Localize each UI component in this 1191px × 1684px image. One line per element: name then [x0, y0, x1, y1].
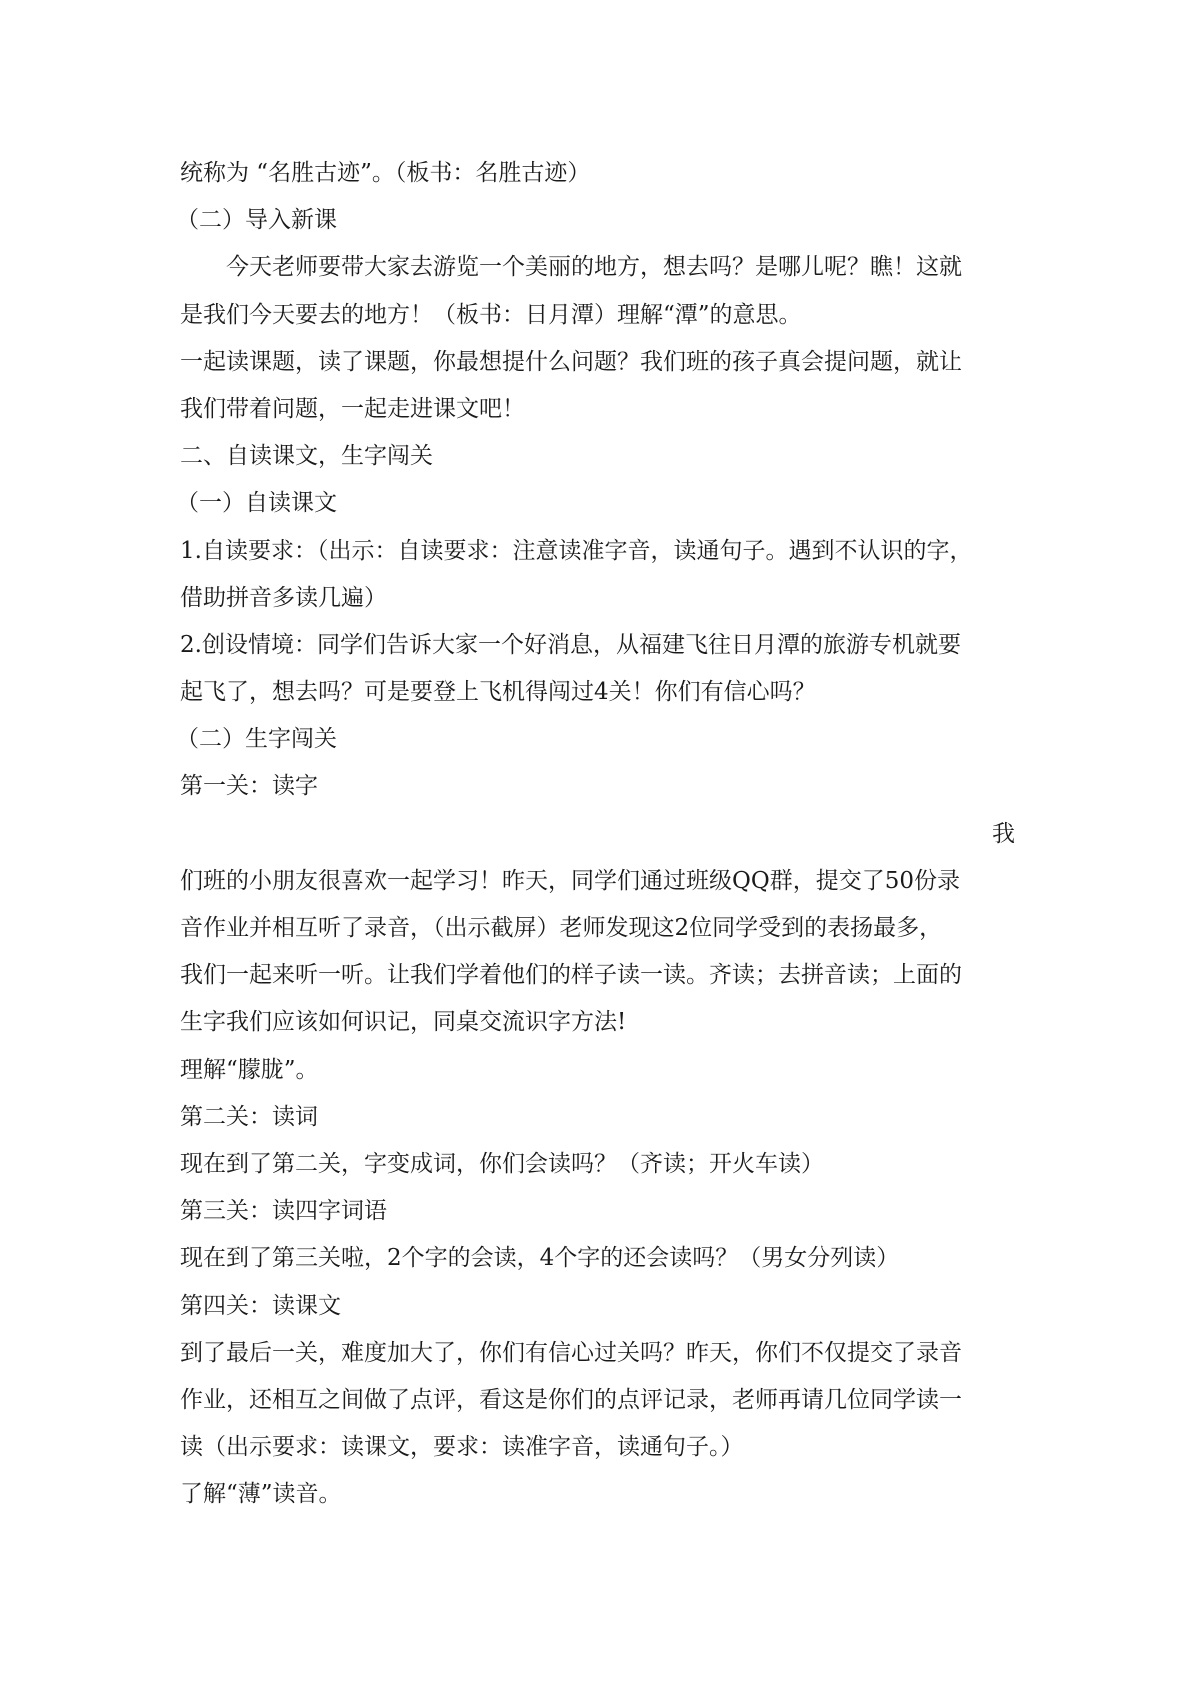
section-heading: 二、自读课文，生字闯关: [180, 443, 433, 470]
paragraph-line: 2.创设情境：同学们告诉大家一个好消息，从福建飞往日月潭的旅游专机就要: [180, 631, 961, 658]
paragraph-line: 读（出示要求：读课文，要求：读准字音，读通句子。）: [180, 1434, 744, 1461]
body-line: 统称为 “名胜古迹”。（板书：名胜古迹）: [180, 160, 591, 186]
section-heading: （二）导入新课: [176, 207, 337, 234]
paragraph-line: 我们带着问题，一起走进课文吧！: [180, 395, 525, 422]
paragraph-line: 今天老师要带大家去游览一个美丽的地方，想去吗？是哪儿呢？瞧！这就: [226, 254, 962, 281]
level-heading: 第三关：读四字词语: [180, 1198, 387, 1225]
paragraph-line: 到了最后一关，难度加大了，你们有信心过关吗？昨天，你们不仅提交了录音: [180, 1339, 962, 1366]
subsection-heading: （一）自读课文: [176, 490, 337, 517]
paragraph-line: 音作业并相互听了录音，（出示截屏）老师发现这2位同学受到的表扬最多，: [180, 915, 943, 941]
level-heading: 第二关：读词: [180, 1103, 318, 1130]
paragraph-line: 作业，还相互之间做了点评，看这是你们的点评记录，老师再请几位同学读一: [180, 1386, 962, 1413]
paragraph-line: 们班的小朋友很喜欢一起学习！昨天，同学们通过班级QQ群，提交了50份录: [180, 867, 960, 894]
paragraph-line: 一起读课题，读了课题，你最想提什么问题？我们班的孩子真会提问题，就让: [180, 348, 962, 375]
paragraph-line: 现在到了第三关啦，2个字的会读，4个字的还会读吗？（男女分列读）: [180, 1245, 900, 1272]
paragraph-line: 是我们今天要去的地方！（板书：日月潭）理解“潭”的意思。: [180, 301, 802, 328]
document-body: [176, 150, 1015, 1518]
paragraph-line: 现在到了第二关，字变成词，你们会读吗？（齐读；开火车读）: [180, 1150, 824, 1177]
paragraph-line: 了解“薄”读音。: [180, 1481, 342, 1508]
paragraph-line: 起飞了，想去吗？可是要登上飞机得闯过4关！你们有信心吗？: [180, 679, 816, 706]
level-heading: 第一关：读字: [180, 773, 318, 800]
subsection-heading: （二）生字闯关: [176, 726, 337, 753]
level-heading: 第四关：读课文: [180, 1292, 341, 1319]
paragraph-line: 1.自读要求：（出示：自读要求：注意读准字音，读通句子。遇到不认识的字，: [180, 537, 973, 564]
paragraph-line: 理解“朦胧”。: [180, 1056, 319, 1083]
paragraph-line: 借助拼音多读几遍）: [180, 584, 387, 611]
paragraph-line: 生字我们应该如何识记，同桌交流识字方法!: [180, 1009, 627, 1036]
paragraph-line: 我们一起来听一听。让我们学着他们的样子读一读。齐读；去拼音读；上面的: [180, 962, 962, 989]
right-aligned-line: 我: [992, 820, 1015, 847]
